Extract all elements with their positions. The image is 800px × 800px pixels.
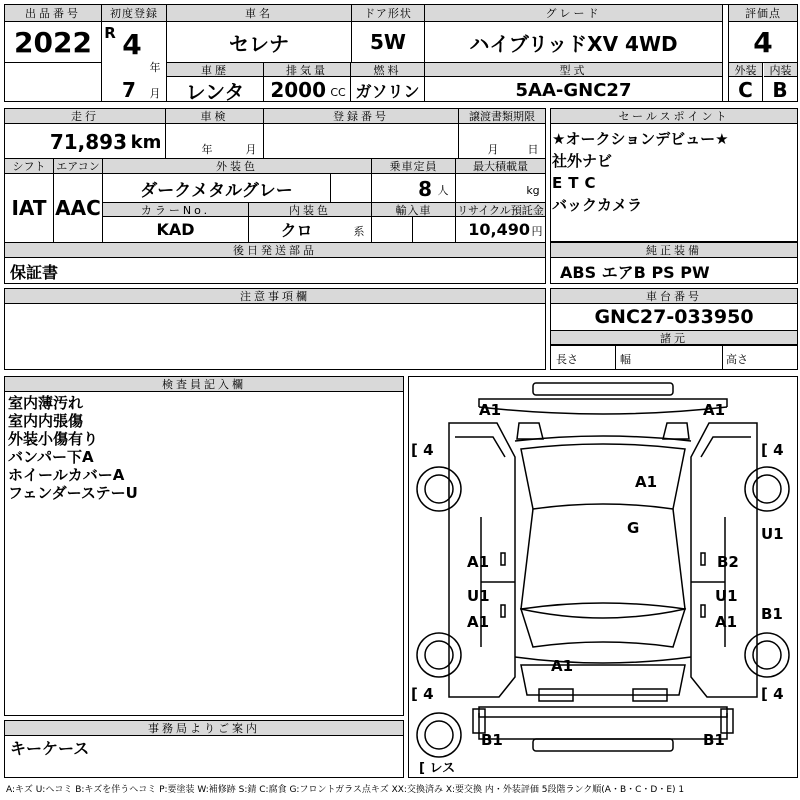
transfer-day-unit: 日 xyxy=(527,143,539,156)
hdr-interior: 内装 xyxy=(764,63,797,77)
car-name: セレナ xyxy=(229,31,289,56)
code-left-front-door: A1 xyxy=(467,553,490,571)
hdr-notes: 注意事項欄 xyxy=(5,289,545,304)
spec-width: 幅 xyxy=(620,353,631,366)
int-color: クロ xyxy=(280,221,313,240)
shift: IAT xyxy=(11,196,47,220)
displacement: 2000 xyxy=(270,78,326,102)
fuel: ガソリン xyxy=(355,81,420,101)
model-code: 5AA-GNC27 xyxy=(515,79,632,101)
reg-year: 4 xyxy=(122,27,142,61)
hdr-registration: 登録番号 xyxy=(264,109,458,124)
reg-month: 7 xyxy=(122,78,136,102)
hdr-chassis: 車台番号 xyxy=(551,289,797,304)
inspector-note-4: バンパー下A xyxy=(8,448,94,466)
lot-number: 2022 xyxy=(14,25,92,59)
code-right-slide-upper: U1 xyxy=(715,587,738,605)
exterior-grade: C xyxy=(738,78,753,102)
month-unit: 月 xyxy=(149,87,161,100)
later-parts: 保証書 xyxy=(10,262,59,282)
hdr-score: 評価点 xyxy=(729,5,797,22)
hdr-import: 輸入車 xyxy=(372,203,455,217)
hdr-history: 車歴 xyxy=(167,63,263,77)
tire-front-left: [ 4 xyxy=(411,441,434,459)
hdr-aircon: エアコン xyxy=(54,159,102,174)
oem-equipment: ABS エアB PS PW xyxy=(560,262,710,282)
code-hood: A1 xyxy=(635,473,658,491)
inspector-note-3: 外装小傷有り xyxy=(8,430,99,448)
inspector-note-2: 室内内張傷 xyxy=(8,412,84,430)
sales-point-1: ★オークションデビュー★ xyxy=(552,130,729,148)
chassis-number: GNC27-033950 xyxy=(594,306,754,328)
code-right-quarter: B1 xyxy=(761,605,783,623)
hdr-mileage: 走行 xyxy=(5,109,165,124)
yen-unit: 円 xyxy=(531,225,543,238)
spec-length: 長さ xyxy=(556,353,578,366)
code-left-slide-lower: A1 xyxy=(467,613,490,631)
hdr-recycle: リサイクル預託金 xyxy=(457,203,544,217)
color-no: KAD xyxy=(156,220,195,239)
hdr-displacement: 排気量 xyxy=(264,63,350,77)
code-right-front-door: B2 xyxy=(717,553,739,571)
int-color-unit: 系 xyxy=(353,225,365,238)
hdr-first-reg: 初度登録 xyxy=(102,5,166,22)
hdr-inspection: 車検 xyxy=(166,109,263,124)
hdr-office: 事務局よりご案内 xyxy=(5,721,403,736)
insp-month-unit: 月 xyxy=(245,143,257,156)
hdr-later-parts: 後日発送部品 xyxy=(5,243,545,258)
car-diagram xyxy=(408,376,798,778)
mileage: 71,893 xyxy=(49,130,127,154)
grade: ハイブリッドXV 4WD xyxy=(469,31,678,56)
recycle-fee: 10,490 xyxy=(468,220,530,239)
hdr-lot-no: 出品番号 xyxy=(5,5,101,22)
hdr-door: ドア形状 xyxy=(352,5,424,22)
hdr-grade: グレード xyxy=(425,5,722,22)
code-roof: G xyxy=(627,519,640,537)
capacity-unit: 人 xyxy=(437,184,449,197)
hdr-specs: 諸元 xyxy=(551,331,797,345)
hdr-car-name: 車名 xyxy=(167,5,351,22)
sales-point-4: バックカメラ xyxy=(552,196,643,214)
ext-color: ダークメタルグレー xyxy=(140,181,293,201)
door-type: 5W xyxy=(370,30,406,54)
transfer-month-unit: 月 xyxy=(487,143,499,156)
cc-unit: CC xyxy=(330,85,346,99)
spare-tire: [ レス xyxy=(419,761,456,776)
code-rear-left: B1 xyxy=(481,731,503,749)
hdr-capacity: 乗車定員 xyxy=(372,159,455,174)
km-unit: km xyxy=(130,131,162,153)
car-outline xyxy=(409,377,797,777)
era-letter: R xyxy=(104,24,116,42)
spec-height: 高さ xyxy=(726,353,748,366)
hdr-sales-points: セールスポイント xyxy=(551,109,797,124)
code-back-door: A1 xyxy=(551,657,574,675)
code-rear-right: B1 xyxy=(703,731,725,749)
aircon: AAC xyxy=(55,196,101,220)
insp-year-unit: 年 xyxy=(201,143,213,156)
code-front-right: A1 xyxy=(703,401,726,419)
car-history: レンタ xyxy=(185,79,245,104)
sales-point-3: ETC xyxy=(552,174,602,192)
tire-front-right: [ 4 xyxy=(761,441,784,459)
tire-rear-left: [ 4 xyxy=(411,685,434,703)
score: 4 xyxy=(753,25,773,59)
hdr-color-no: カラーNo. xyxy=(103,203,248,217)
code-left-slide-upper: U1 xyxy=(467,587,490,605)
code-front-left: A1 xyxy=(479,401,502,419)
office-note: キーケース xyxy=(10,739,90,758)
hdr-model-code: 型式 xyxy=(425,63,722,77)
capacity: 8 xyxy=(418,176,432,201)
tire-rear-right: [ 4 xyxy=(761,685,784,703)
inspector-note-1: 室内薄汚れ xyxy=(8,394,84,412)
code-right-slide-lower: A1 xyxy=(715,613,738,631)
hdr-fuel: 燃料 xyxy=(351,63,424,77)
hdr-exterior: 外装 xyxy=(729,63,762,77)
year-unit: 年 xyxy=(149,61,161,74)
sales-point-2: 社外ナビ xyxy=(552,152,613,170)
legend: A:キズ U:ヘコミ B:キズを伴うヘコミ P:要塗装 W:補修跡 S:錆 C:腐食 G:フロントガラス点キズ XX:交換済み X:要交換 内・外装評価 5段階ランク順(A・B・C・D・E) 1 xyxy=(6,785,685,795)
code-right-fender: U1 xyxy=(761,525,784,543)
hdr-inspector: 検査員記入欄 xyxy=(5,377,403,392)
hdr-transfer-docs: 譲渡書類期限 xyxy=(459,109,545,124)
hdr-ext-color: 外装色 xyxy=(103,159,371,174)
hdr-shift: シフト xyxy=(5,159,53,174)
inspector-note-5: ホイールカバーA xyxy=(8,466,125,484)
inspector-note-6: フェンダーステーU xyxy=(8,484,138,502)
max-load-unit: kg xyxy=(526,183,540,197)
hdr-int-color: 内装色 xyxy=(249,203,371,217)
hdr-max-load: 最大積載量 xyxy=(456,159,545,174)
interior-grade: B xyxy=(772,78,788,102)
hdr-oem: 純正装備 xyxy=(551,243,797,258)
